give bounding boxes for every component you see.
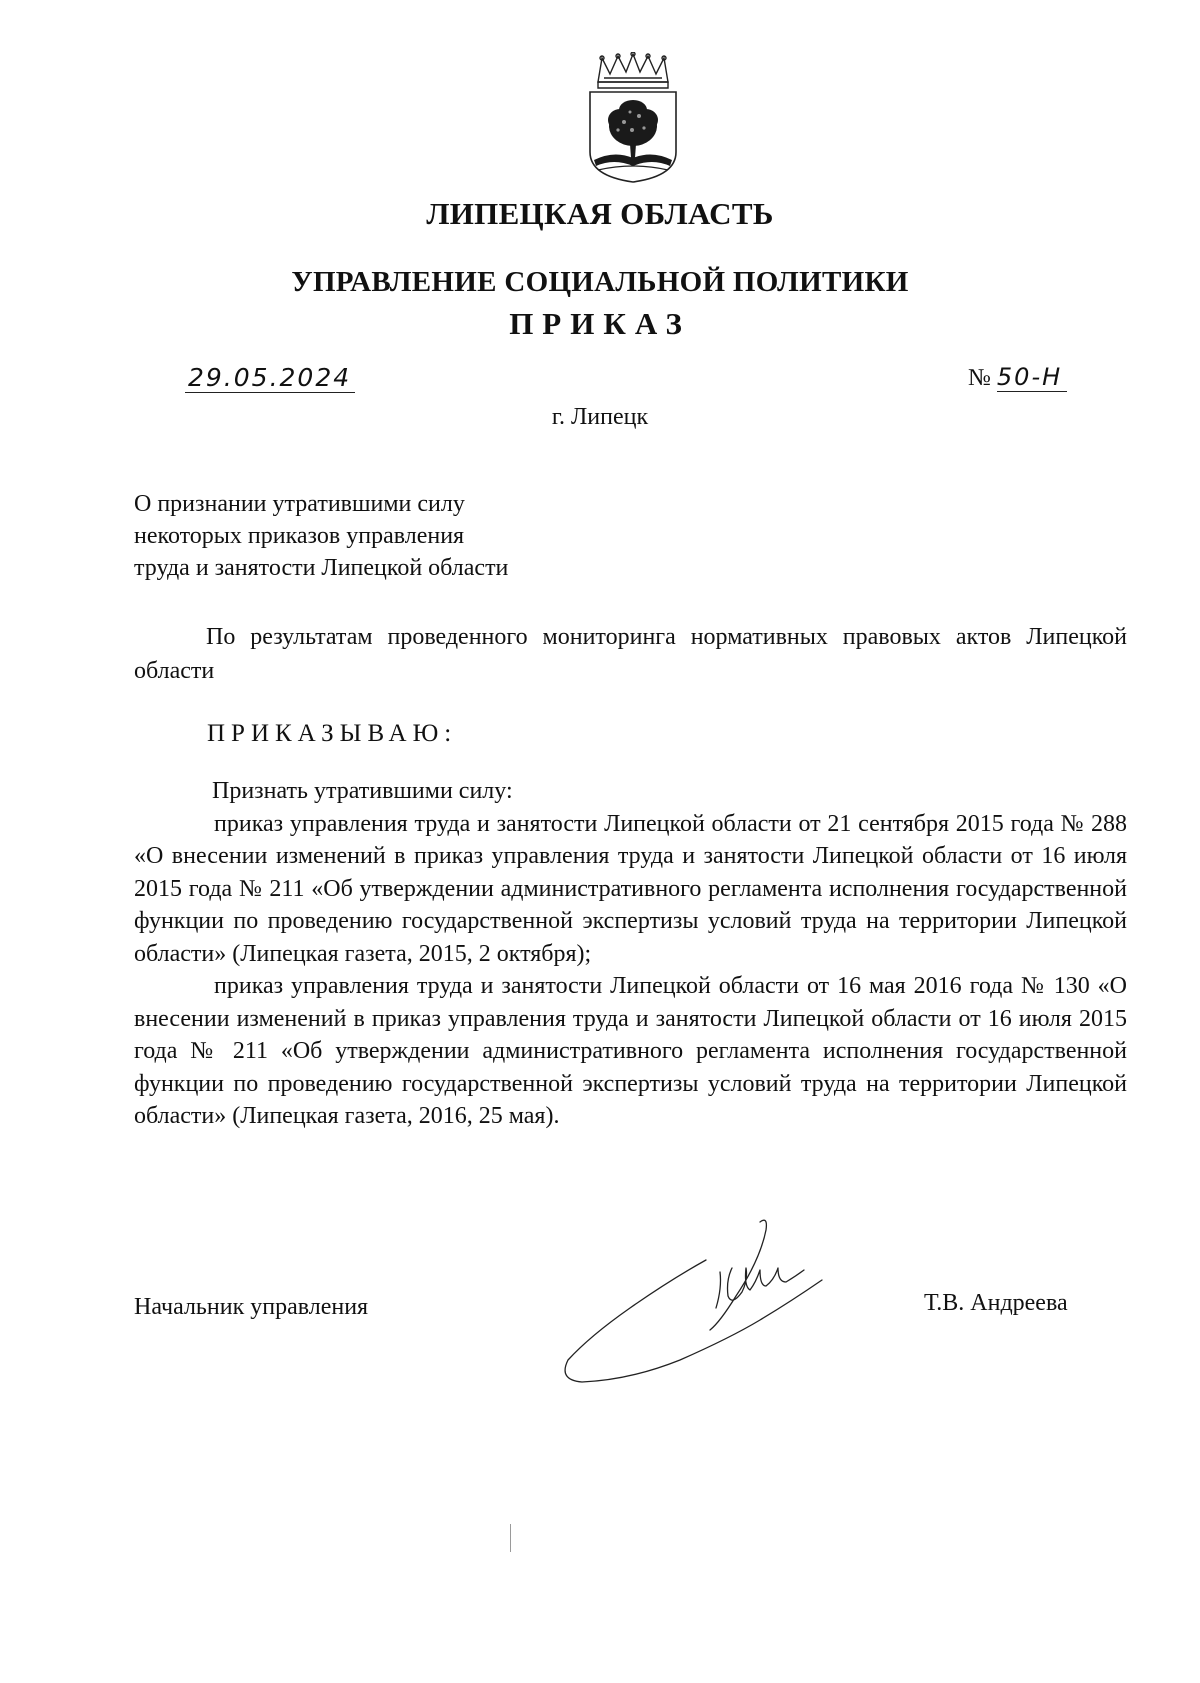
city: г. Липецк bbox=[551, 404, 649, 430]
subject-line: О признании утратившими силу bbox=[134, 491, 465, 517]
date-underline bbox=[185, 392, 355, 393]
coat-of-arms-icon bbox=[584, 52, 682, 184]
signer-position: Начальник управления bbox=[134, 1294, 369, 1320]
order-date: 29.05.2024 bbox=[188, 363, 352, 392]
subject-line: труда и занятости Липецкой области bbox=[134, 555, 509, 581]
number-sign: № bbox=[968, 365, 991, 391]
order-subject bbox=[134, 488, 508, 584]
preamble: По результатам проведенного мониторинга нормативных правовых актов Липецкой области bbox=[134, 624, 1127, 684]
order-word: ПРИКАЗЫВАЮ: bbox=[207, 720, 458, 747]
order-intro: Признать утратившими силу: bbox=[212, 778, 513, 804]
order-number bbox=[968, 363, 1067, 392]
order-body bbox=[134, 775, 1127, 1133]
department-title: УПРАВЛЕНИЕ СОЦИАЛЬНОЙ ПОЛИТИКИ bbox=[291, 266, 909, 298]
signature bbox=[560, 1210, 880, 1400]
region-title: ЛИПЕЦКАЯ ОБЛАСТЬ bbox=[426, 196, 774, 231]
order-number-value: 50-Н bbox=[997, 363, 1067, 392]
order-item: приказ управления труда и занятости Липецкой области от 16 мая 2016 года № 130 «О внесении изменений в приказ управления труда и занятости Липецкой области от 16 июля 2015 года № 211 «Об утверждении административного регламента исполнения государственной функции по проведению государственной экспертизы условий труда на территории Липецкой области» (Липецкая газета, 2016, 25 мая). bbox=[134, 973, 1127, 1129]
document-type: ПРИКАЗ bbox=[509, 306, 691, 341]
signer-name: Т.В. Андреева bbox=[924, 1290, 1068, 1316]
order-item: приказ управления труда и занятости Липецкой области от 21 сентября 2015 года № 288 «О внесении изменений в приказ управления труда и занятости Липецкой области от 16 июля 2015 года № 211 «Об утверждении административного регламента исполнения государственной функции по проведению государственной экспертизы условий труда на территории Липецкой области» (Липецкая газета, 2015, 2 октября); bbox=[134, 810, 1127, 967]
subject-line: некоторых приказов управления bbox=[134, 523, 465, 549]
scan-artifact bbox=[510, 1524, 511, 1552]
